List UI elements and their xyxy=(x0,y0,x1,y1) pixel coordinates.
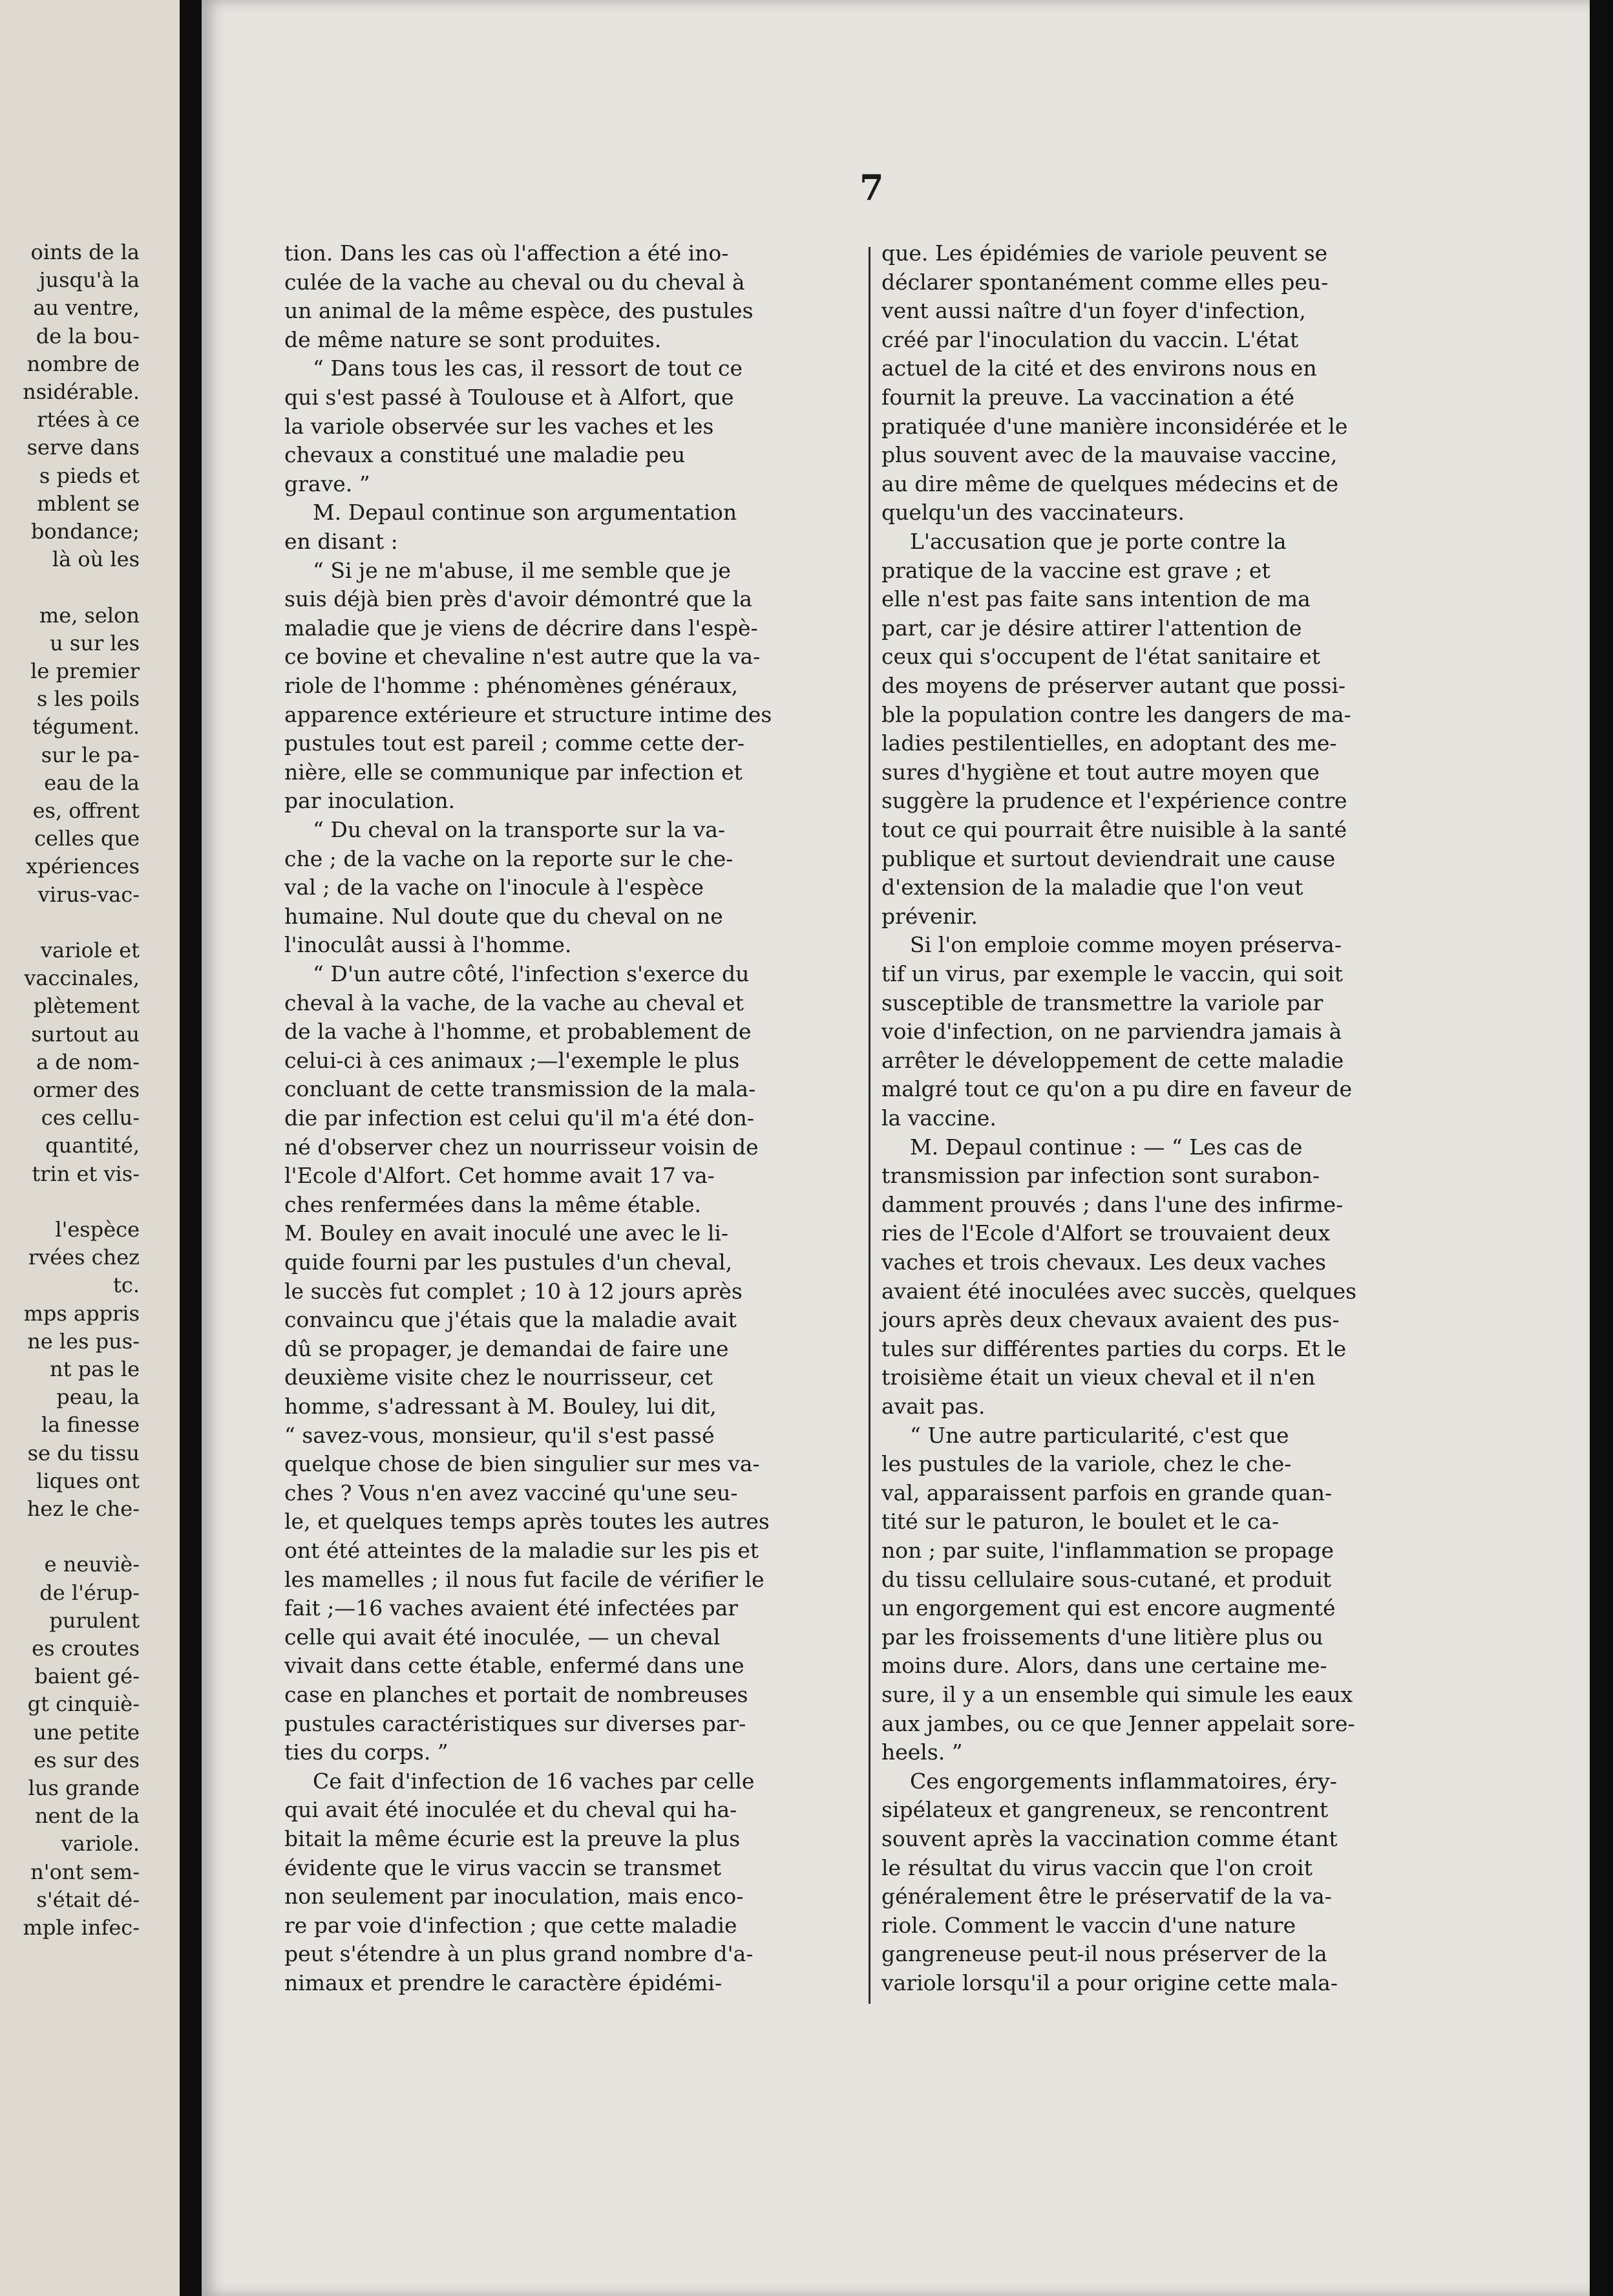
text-line: val ; de la vache on l'inocule à l'espèce xyxy=(284,875,704,900)
text-line: tion. Dans les cas où l'affection a été ino- xyxy=(284,240,729,266)
margin-fragment-line: serve dans xyxy=(26,435,140,460)
margin-fragment-line: sur le pa- xyxy=(41,742,140,767)
text-line: qui s'est passé à Toulouse et à Alfort, que xyxy=(284,385,734,410)
text-line: pratiquée d'une manière inconsidérée et le xyxy=(881,413,1348,439)
margin-fragment-line: le premier xyxy=(30,659,140,683)
text-line: fait ;—16 vaches avaient été infectées par xyxy=(284,1595,739,1621)
text-line: transmission par infection sont surabon- xyxy=(881,1163,1320,1189)
margin-fragment-line: de l'érup- xyxy=(39,1580,140,1605)
text-line: riole. Comment le vaccin d'une nature xyxy=(881,1912,1296,1938)
text-line: sipélateux et gangreneux, se rencontrent xyxy=(881,1797,1329,1823)
text-line: plus souvent avec de la mauvaise vaccine, xyxy=(881,442,1338,468)
margin-fragment-line: surtout au xyxy=(31,1021,140,1047)
margin-fragment-line: nent de la xyxy=(34,1803,140,1829)
margin-fragment-line: rtées à ce xyxy=(37,407,140,432)
margin-fragment-line: oints de la xyxy=(30,240,140,264)
text-line: pratique de la vaccine est grave ; et xyxy=(881,557,1270,583)
margin-fragment-line: a de nom- xyxy=(36,1049,140,1074)
margin-fragment-line: jusqu'à la xyxy=(39,268,140,293)
margin-fragment-line: rvées chez xyxy=(28,1245,140,1270)
text-line: le succès fut complet ; 10 à 12 jours après xyxy=(284,1278,743,1304)
text-line: ceux qui s'occupent de l'état sanitaire et xyxy=(881,644,1321,670)
text-line: avait pas. xyxy=(881,1394,986,1419)
text-line: bitait la même écurie est la preuve la plus xyxy=(284,1826,741,1851)
text-line: ce bovine et chevaline n'est autre que la va- xyxy=(284,644,761,670)
text-line: quelqu'un des vaccinateurs. xyxy=(881,500,1185,526)
margin-fragment-line: s les poils xyxy=(37,686,140,712)
text-line: évidente que le virus vaccin se transmet xyxy=(284,1855,722,1880)
text-line: maladie que je viens de décrire dans l'espè- xyxy=(284,615,758,641)
text-line: sures d'hygiène et tout autre moyen que xyxy=(881,759,1320,785)
text-line: la variole observée sur les vaches et les xyxy=(284,413,714,439)
margin-fragment-line: ormer des xyxy=(32,1078,140,1102)
text-line: cheval à la vache, de la vache au cheval et xyxy=(284,990,744,1015)
text-line: re par voie d'infection ; que cette maladie xyxy=(284,1912,737,1938)
margin-fragment-line: es croutes xyxy=(32,1636,140,1661)
margin-fragment-line: hez le che- xyxy=(26,1496,140,1521)
text-line: homme, s'adressant à M. Bouley, lui dit, xyxy=(284,1394,717,1419)
text-line: celle qui avait été inoculée, — un cheval xyxy=(284,1624,721,1650)
text-line: malgré tout ce qu'on a pu dire en faveur de xyxy=(881,1076,1353,1102)
text-line: convaincu que j'étais que la maladie avait xyxy=(284,1307,737,1333)
margin-fragment-line: n'ont sem- xyxy=(30,1859,140,1884)
text-line: actuel de la cité et des environs nous en xyxy=(881,356,1317,381)
previous-page-fragment xyxy=(0,0,180,2296)
margin-fragment-line: la finesse xyxy=(41,1412,140,1438)
text-line: du tissu cellulaire sous-cutané, et produit xyxy=(881,1566,1332,1592)
text-line: qui avait été inoculée et du cheval qui ha- xyxy=(284,1797,737,1823)
text-line: sure, il y a un ensemble qui simule les eaux xyxy=(881,1682,1353,1707)
text-line: peut s'étendre à un plus grand nombre d'a- xyxy=(284,1941,754,1967)
margin-fragment-line: gt cinquiè- xyxy=(27,1692,140,1717)
text-line: publique et surtout deviendrait une cause xyxy=(881,845,1336,871)
text-line: un engorgement qui est encore augmenté xyxy=(881,1595,1336,1621)
text-line: case en planches et portait de nombreuses xyxy=(284,1682,748,1707)
text-line: déclarer spontanément comme elles peu- xyxy=(881,269,1329,295)
text-line: grave. ” xyxy=(284,471,370,496)
text-line: que. Les épidémies de variole peuvent se xyxy=(881,240,1328,266)
text-line: aux jambes, ou ce que Jenner appelait sore- xyxy=(881,1710,1355,1736)
column-divider xyxy=(869,247,870,2004)
page-sheet xyxy=(202,0,1590,2296)
text-line: jours après deux chevaux avaient des pus- xyxy=(881,1307,1340,1333)
text-line: quelque chose de bien singulier sur mes va- xyxy=(284,1451,760,1477)
margin-fragment-line: bondance; xyxy=(30,519,140,544)
margin-fragment-line: s'était dé- xyxy=(36,1887,140,1912)
text-line: par les froissements d'une litière plus ou xyxy=(881,1624,1323,1650)
text-line: pustules caractéristiques sur diverses par- xyxy=(284,1710,746,1736)
text-line: tif un virus, par exemple le vaccin, qui soit xyxy=(881,961,1344,986)
margin-fragment-line: u sur les xyxy=(50,630,140,655)
margin-fragment-line: l'espèce xyxy=(55,1217,140,1242)
text-line: troisième était un vieux cheval et il n'en xyxy=(881,1365,1316,1390)
text-line: de la vache à l'homme, et probablement de xyxy=(284,1019,752,1045)
text-line: ches ? Vous n'en avez vacciné qu'une seu- xyxy=(284,1480,738,1505)
text-line: quide fourni par les pustules d'un cheval, xyxy=(284,1249,733,1275)
text-line: ont été atteintes de la maladie sur les pis et xyxy=(284,1538,759,1563)
text-line: fournit la preuve. La vaccination a été xyxy=(881,385,1294,410)
text-line: arrêter le développement de cette maladie xyxy=(881,1047,1344,1073)
text-line: la vaccine. xyxy=(881,1105,996,1131)
text-line: non ; par suite, l'inflammation se propage xyxy=(881,1538,1334,1563)
margin-fragment-line: variole et xyxy=(40,938,140,962)
margin-fragment-line: virus-vac- xyxy=(37,882,140,907)
text-line: tules sur différentes parties du corps. Et le xyxy=(881,1335,1347,1361)
text-line: suggère la prudence et l'expérience contre xyxy=(881,788,1347,814)
text-line: d'extension de la maladie que l'on veut xyxy=(881,875,1303,900)
margin-fragment-line: variole. xyxy=(61,1831,140,1856)
text-line: variole lorsqu'il a pour origine cette mala- xyxy=(881,1970,1338,1995)
text-line: “ savez-vous, monsieur, qu'il s'est passé xyxy=(284,1422,715,1448)
text-line: des moyens de préserver autant que possi- xyxy=(881,673,1346,698)
text-line: M. Bouley en avait inoculé une avec le li- xyxy=(284,1220,729,1246)
text-line: voie d'infection, on ne parviendra jamais à xyxy=(881,1019,1342,1045)
text-line: de même nature se sont produites. xyxy=(284,326,662,352)
margin-fragment-line: nsidérable. xyxy=(23,379,140,404)
margin-fragment-line: se du tissu xyxy=(27,1440,140,1465)
margin-fragment-line: tc. xyxy=(113,1273,140,1298)
margin-fragment-line: une petite xyxy=(33,1719,140,1745)
text-line: nière, elle se communique par infection et xyxy=(284,759,743,785)
text-line: damment prouvés ; dans l'une des infirme- xyxy=(881,1191,1344,1217)
text-line: ble la population contre les dangers de ma- xyxy=(881,701,1351,727)
text-line: vaches et trois chevaux. Les deux vaches xyxy=(881,1249,1326,1275)
text-line: “ Du cheval on la transporte sur la va- xyxy=(313,817,726,842)
margin-fragment-line: baient gé- xyxy=(34,1664,140,1689)
text-line: souvent après la vaccination comme étant xyxy=(881,1826,1338,1851)
text-line: le résultat du virus vaccin que l'on croit xyxy=(881,1855,1313,1880)
text-line: vivait dans cette étable, enfermé dans une xyxy=(284,1653,744,1679)
text-line: ches renfermées dans la même étable. xyxy=(284,1191,702,1217)
text-line: apparence extérieure et structure intime des xyxy=(284,701,772,727)
text-line: Ces engorgements inflammatoires, éry- xyxy=(910,1768,1337,1794)
text-line: ties du corps. ” xyxy=(284,1739,448,1765)
margin-fragment-line: e neuviè- xyxy=(44,1552,140,1577)
margin-fragment-line: là où les xyxy=(52,547,140,572)
margin-fragment-line: au ventre, xyxy=(33,295,140,321)
text-line: chevaux a constitué une maladie peu xyxy=(284,442,686,468)
text-line: moins dure. Alors, dans une certaine me- xyxy=(881,1653,1327,1679)
text-line: “ Si je ne m'abuse, il me semble que je xyxy=(313,557,731,583)
text-line: les mamelles ; il nous fut facile de vérifier le xyxy=(284,1566,764,1592)
margin-fragment-line: mblent se xyxy=(37,491,140,516)
margin-fragment-line: trin et vis- xyxy=(32,1161,140,1186)
text-line: humaine. Nul doute que du cheval on ne xyxy=(284,903,723,929)
text-line: le, et quelques temps après toutes les autres xyxy=(284,1509,770,1535)
text-line: pustules tout est pareil ; comme cette der- xyxy=(284,730,745,756)
margin-fragment-line: me, selon xyxy=(39,602,140,628)
text-line: tité sur le paturon, le boulet et le ca- xyxy=(881,1509,1280,1535)
text-line: Si l'on emploie comme moyen préserva- xyxy=(910,932,1342,958)
text-line: Ce fait d'infection de 16 vaches par celle xyxy=(313,1768,755,1794)
margin-fragment-line: plètement xyxy=(33,994,140,1019)
text-line: che ; de la vache on la reporte sur le che- xyxy=(284,845,733,871)
text-line: dû se propager, je demandai de faire une xyxy=(284,1335,729,1361)
text-line: val, apparaissent parfois en grande quan- xyxy=(881,1480,1333,1505)
page-number: 7 xyxy=(859,167,884,208)
text-line: M. Depaul continue : — “ Les cas de xyxy=(910,1134,1303,1160)
text-line: M. Depaul continue son argumentation xyxy=(313,500,737,526)
text-line: les pustules de la variole, chez le che- xyxy=(881,1451,1292,1477)
text-line: “ D'un autre côté, l'infection s'exerce du xyxy=(313,961,750,986)
text-line: en disant : xyxy=(284,529,398,554)
margin-fragment-line: xpériences xyxy=(26,854,140,879)
margin-fragment-line: es sur des xyxy=(34,1747,140,1772)
text-line: part, car je désire attirer l'attention de xyxy=(881,615,1302,641)
text-line: prévenir. xyxy=(881,903,978,929)
text-line: un animal de la même espèce, des pustules xyxy=(284,298,754,324)
text-line: culée de la vache au cheval ou du cheval à xyxy=(284,269,745,295)
margin-fragment-line: ces cellu- xyxy=(41,1105,140,1131)
text-line: l'inoculât aussi à l'homme. xyxy=(284,932,572,958)
margin-fragment-line: nombre de xyxy=(26,351,140,376)
margin-fragment-line: tégument. xyxy=(32,714,140,739)
text-line: avaient été inoculées avec succès, quelques xyxy=(881,1278,1357,1304)
margin-fragment-line: es, offrent xyxy=(32,798,140,823)
text-line: gangreneuse peut-il nous préserver de la xyxy=(881,1941,1327,1967)
text-line: elle n'est pas faite sans intention de ma xyxy=(881,586,1311,612)
text-line: riole de l'homme : phénomènes généraux, xyxy=(284,673,739,698)
margin-fragment-line: peau, la xyxy=(56,1385,140,1410)
text-line: L'accusation que je porte contre la xyxy=(910,529,1287,554)
text-line: l'Ecole d'Alfort. Cet homme avait 17 va- xyxy=(284,1163,715,1189)
text-line: “ Une autre particularité, c'est que xyxy=(910,1422,1289,1448)
margin-fragment-line: celles que xyxy=(34,826,140,851)
margin-fragment-line: s pieds et xyxy=(39,463,140,488)
text-line: heels. ” xyxy=(881,1739,963,1765)
margin-fragment-line: vaccinales, xyxy=(24,966,140,991)
margin-fragment-line: nt pas le xyxy=(50,1357,140,1381)
margin-fragment-line: liques ont xyxy=(36,1468,140,1493)
text-line: non seulement par inoculation, mais enco- xyxy=(284,1884,744,1909)
text-line: susceptible de transmettre la variole par xyxy=(881,990,1323,1015)
text-line: concluant de cette transmission de la mala- xyxy=(284,1076,756,1102)
margin-fragment-line: purulent xyxy=(49,1608,140,1633)
text-line: celui-ci à ces animaux ;—l'exemple le plus xyxy=(284,1047,740,1073)
text-line: par inoculation. xyxy=(284,788,456,814)
text-line: tout ce qui pourrait être nuisible à la santé xyxy=(881,817,1347,842)
margin-fragment-line: eau de la xyxy=(44,770,140,795)
text-line: suis déjà bien près d'avoir démontré que la xyxy=(284,586,752,612)
text-line: ladies pestilentielles, en adoptant des me- xyxy=(881,730,1337,756)
text-line: au dire même de quelques médecins et de xyxy=(881,471,1339,496)
margin-fragment-line: de la bou- xyxy=(36,323,140,348)
margin-fragment-line: mple infec- xyxy=(23,1915,140,1940)
text-line: né d'observer chez un nourrisseur voisin de xyxy=(284,1134,759,1160)
text-line: généralement être le préservatif de la va- xyxy=(881,1884,1332,1909)
text-line: ries de l'Ecole d'Alfort se trouvaient deux xyxy=(881,1220,1331,1246)
text-line: die par infection est celui qu'il m'a été don- xyxy=(284,1105,755,1131)
margin-fragment-line: lus grande xyxy=(28,1776,140,1800)
text-line: “ Dans tous les cas, il ressort de tout ce xyxy=(313,356,743,381)
text-line: créé par l'inoculation du vaccin. L'état xyxy=(881,326,1299,352)
margin-fragment-line: ne les pus- xyxy=(27,1328,140,1354)
text-line: deuxième visite chez le nourrisseur, cet xyxy=(284,1365,713,1390)
text-line: vent aussi naître d'un foyer d'infection, xyxy=(881,298,1306,324)
margin-fragment-line: mps appris xyxy=(23,1301,140,1326)
text-line: nimaux et prendre le caractère épidémi- xyxy=(284,1970,722,1995)
margin-fragment-line: quantité, xyxy=(45,1133,140,1158)
